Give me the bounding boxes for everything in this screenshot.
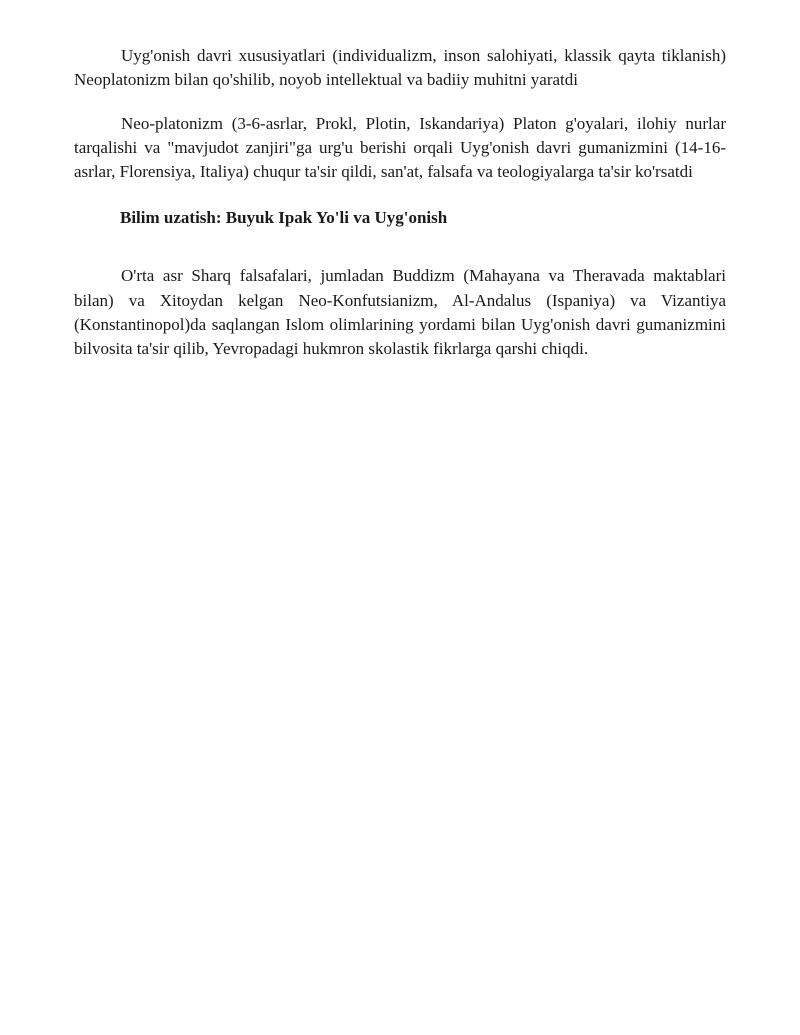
paragraph-renaissance-features: Uyg'onish davri xususiyatlari (individualizm, inson salohiyati, klassik qayta tiklanish) Neoplatonizm bilan qo'shilib, noyob intellektual va badiiy muhitni yaratdi <box>74 46 726 90</box>
paragraph-neoplatonism: Neo-platonizm (3-6-asrlar, Prokl, Plotin, Iskandariya) Platon g'oyalari, ilohiy nurlar tarqalishi va "mavjudot zanjiri"ga urg'u berishi orqali Uyg'onish davri gumanizmini (14-16-asrlar, Florensiya, Italiya) chuqur ta'sir qildi, san'at, falsafa va teologiyalarga ta'sir ko'rsatdi <box>74 113 726 182</box>
document-page <box>74 44 726 362</box>
paragraph-eastern-philosophies: O'rta asr Sharq falsafalari, jumladan Buddizm (Mahayana va Theravada maktablari bilan) va Xitoydan kelgan Neo-Konfutsianizm, Al-Andalus (Ispaniya) va Vizantiya (Konstantinopol)da saqlangan Islom olimlarining yordami bilan Uyg'onish davri gumanizmini bilvosita ta'sir qilib, Yevropadagi hukmron skolastik fikrlarga qarshi chiqdi. <box>74 266 726 359</box>
section-heading: Bilim uzatish: Buyuk Ipak Yo'li va Uyg'onish <box>120 208 448 228</box>
